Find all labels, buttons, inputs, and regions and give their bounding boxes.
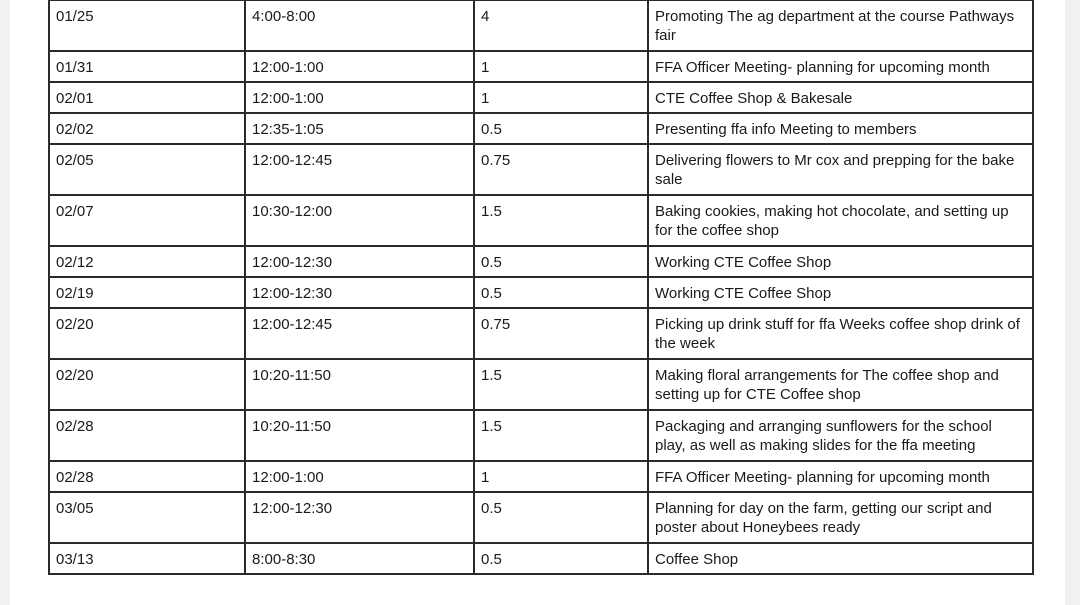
- time-cell: 12:00-1:00: [245, 461, 474, 492]
- date-cell: 02/07: [49, 195, 245, 246]
- time-cell: 10:20-11:50: [245, 359, 474, 410]
- date-cell: 02/01: [49, 82, 245, 113]
- date-cell: 02/20: [49, 308, 245, 359]
- time-cell: 12:00-12:30: [245, 246, 474, 277]
- table-row: [49, 0, 1033, 51]
- table-row: [49, 308, 1033, 359]
- table-row: [49, 543, 1033, 574]
- hours-log-body: [49, 0, 1033, 574]
- table-row: [49, 82, 1033, 113]
- hours-log-table: [48, 0, 1034, 575]
- activity-cell: Presenting ffa info Meeting to members: [648, 113, 1033, 144]
- hours-cell: 1.5: [474, 410, 648, 461]
- table-row: [49, 51, 1033, 82]
- hours-cell: 4: [474, 0, 648, 51]
- activity-cell: Working CTE Coffee Shop: [648, 246, 1033, 277]
- table-row: [49, 246, 1033, 277]
- activity-cell: FFA Officer Meeting- planning for upcoming month: [648, 461, 1033, 492]
- hours-cell: 0.5: [474, 246, 648, 277]
- time-cell: 12:00-12:30: [245, 492, 474, 543]
- table-row: [49, 277, 1033, 308]
- time-cell: 10:30-12:00: [245, 195, 474, 246]
- time-cell: 12:00-1:00: [245, 82, 474, 113]
- date-cell: 03/05: [49, 492, 245, 543]
- activity-cell: Coffee Shop: [648, 543, 1033, 574]
- activity-cell: Picking up drink stuff for ffa Weeks coffee shop drink of the week: [648, 308, 1033, 359]
- table-row: [49, 461, 1033, 492]
- hours-cell: 0.75: [474, 308, 648, 359]
- hours-cell: 0.5: [474, 492, 648, 543]
- table-row: [49, 144, 1033, 195]
- date-cell: 02/12: [49, 246, 245, 277]
- time-cell: 10:20-11:50: [245, 410, 474, 461]
- hours-cell: 1: [474, 461, 648, 492]
- activity-cell: Making floral arrangements for The coffee shop and setting up for CTE Coffee shop: [648, 359, 1033, 410]
- hours-cell: 0.5: [474, 113, 648, 144]
- hours-cell: 1.5: [474, 359, 648, 410]
- activity-cell: FFA Officer Meeting- planning for upcoming month: [648, 51, 1033, 82]
- hours-cell: 1: [474, 51, 648, 82]
- time-cell: 12:00-12:30: [245, 277, 474, 308]
- activity-cell: Baking cookies, making hot chocolate, and setting up for the coffee shop: [648, 195, 1033, 246]
- date-cell: 02/19: [49, 277, 245, 308]
- activity-cell: Working CTE Coffee Shop: [648, 277, 1033, 308]
- table-row: [49, 113, 1033, 144]
- table-row: [49, 359, 1033, 410]
- hours-cell: 0.5: [474, 277, 648, 308]
- time-cell: 12:00-1:00: [245, 51, 474, 82]
- time-cell: 12:35-1:05: [245, 113, 474, 144]
- hours-cell: 1: [474, 82, 648, 113]
- date-cell: 02/28: [49, 461, 245, 492]
- time-cell: 12:00-12:45: [245, 308, 474, 359]
- table-row: [49, 195, 1033, 246]
- hours-cell: 1.5: [474, 195, 648, 246]
- date-cell: 03/13: [49, 543, 245, 574]
- activity-cell: Delivering flowers to Mr cox and prepping for the bake sale: [648, 144, 1033, 195]
- activity-cell: Planning for day on the farm, getting our script and poster about Honeybees ready: [648, 492, 1033, 543]
- date-cell: 02/05: [49, 144, 245, 195]
- activity-cell: Packaging and arranging sunflowers for the school play, as well as making slides for the ffa meeting: [648, 410, 1033, 461]
- time-cell: 4:00-8:00: [245, 0, 474, 51]
- table-row: [49, 492, 1033, 543]
- hours-cell: 0.75: [474, 144, 648, 195]
- activity-cell: CTE Coffee Shop & Bakesale: [648, 82, 1033, 113]
- activity-cell: Promoting The ag department at the course Pathways fair: [648, 0, 1033, 51]
- date-cell: 01/25: [49, 0, 245, 51]
- date-cell: 02/20: [49, 359, 245, 410]
- date-cell: 02/02: [49, 113, 245, 144]
- time-cell: 8:00-8:30: [245, 543, 474, 574]
- date-cell: 01/31: [49, 51, 245, 82]
- table-row: [49, 410, 1033, 461]
- hours-cell: 0.5: [474, 543, 648, 574]
- time-cell: 12:00-12:45: [245, 144, 474, 195]
- date-cell: 02/28: [49, 410, 245, 461]
